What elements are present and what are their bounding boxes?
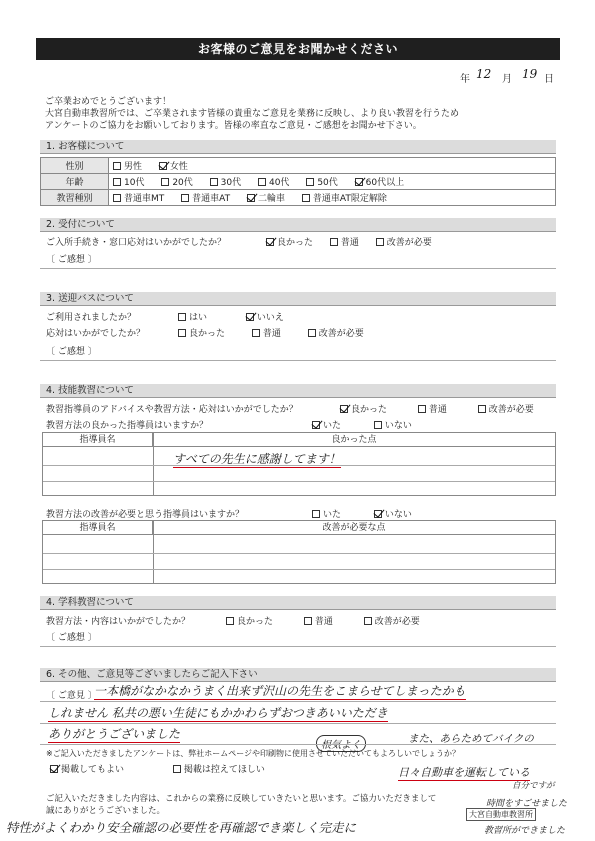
section-header-skill: 4. 技能教習について	[40, 384, 556, 398]
checkbox[interactable]	[330, 238, 338, 246]
option-label: 30代	[220, 178, 242, 188]
comment-line	[40, 360, 556, 361]
intro-text	[45, 96, 565, 132]
option-label: 40代	[268, 178, 290, 188]
option-label: 改善が必要	[488, 405, 534, 415]
option-label: 20代	[172, 178, 193, 188]
checkbox[interactable]	[226, 617, 234, 625]
option-label: いた	[323, 510, 342, 520]
option-label: 改善が必要	[374, 617, 420, 627]
opinion-line-3: ありがとうございました	[48, 727, 181, 741]
option-label: 普通	[428, 405, 447, 415]
option-label: 良かった	[351, 405, 388, 415]
checkbox-checked[interactable]	[312, 421, 320, 429]
comment-line	[40, 744, 556, 745]
checkbox[interactable]	[306, 178, 314, 186]
option-label: いた	[323, 421, 342, 431]
checkbox[interactable]	[258, 178, 266, 186]
checkbox[interactable]	[210, 178, 218, 186]
option-label: 掲載してもよい	[61, 765, 125, 775]
checkbox[interactable]	[178, 313, 186, 321]
closing-line-2: 誠にありがとうございました。	[46, 806, 166, 816]
opinion-line-2: しれません 私共の悪い生徒にもかかわらずおつきあいいただき	[48, 706, 388, 720]
col-good-point: 良かった点	[331, 435, 377, 445]
intro-line: アンケートのご協力をお願いしております。皆様の率直なご意見・ご感想をお聞かせ下さい。	[45, 121, 422, 131]
opinion-label: 〔 ご意見 〕	[46, 691, 97, 701]
opinion-side-1: 日々自動車を運転している	[398, 766, 530, 779]
option-label: 普通	[340, 238, 359, 248]
opinion-insert: 根気よく	[316, 735, 366, 752]
opinion-bottom: 特性がよくわかり安全確認の必要性を再確認でき楽しく完走に	[6, 820, 357, 835]
checkbox[interactable]	[173, 765, 181, 773]
bus-q1-options	[178, 310, 298, 323]
date-field	[440, 67, 560, 85]
option-label: 良かった	[237, 617, 274, 627]
intro-line: ご卒業おめでとうございます！	[45, 97, 172, 107]
reception-question: ご入所手続き・窓口応対はいかがでしたか？	[46, 238, 227, 248]
skill-q1-options	[340, 402, 548, 415]
form-title: お客様のご意見をお聞かせください	[36, 38, 560, 60]
bad-instructor-table	[42, 520, 556, 584]
lecture-comment-label: 〔 ご感想 〕	[46, 633, 97, 643]
option-label: はい	[189, 313, 208, 323]
checkbox-checked[interactable]	[266, 238, 274, 246]
checkbox-checked[interactable]	[374, 510, 382, 518]
option-label: 普通車AT限定解除	[312, 194, 387, 204]
option-label: 普通車MT	[124, 194, 165, 204]
opinion-side-2: 自分ですが	[512, 781, 555, 791]
lecture-options	[226, 614, 434, 627]
option-label: 60代以上	[365, 178, 405, 188]
course-label: 教習種別	[41, 190, 109, 206]
reception-options	[266, 235, 446, 248]
section-header-other: 6. その他、ご意見等ございましたらご記入下さい	[40, 668, 556, 682]
day-label: 日	[544, 74, 554, 85]
section-header-reception: 2. 受付について	[40, 218, 556, 232]
age-label: 年齢	[41, 174, 109, 190]
good-instructor-table	[42, 432, 556, 496]
section-header-lecture: 4. 学科教習について	[40, 596, 556, 610]
school-stamp: 大宮自動車教習所	[466, 808, 536, 821]
comment-line	[40, 268, 556, 269]
bus-q1: ご利用されましたか？	[46, 313, 137, 323]
checkbox[interactable]	[178, 329, 186, 337]
option-label: 50代	[317, 178, 338, 188]
skill-q3-options	[312, 507, 426, 520]
checkbox[interactable]	[252, 329, 260, 337]
checkbox-checked[interactable]	[355, 178, 363, 186]
comment-line	[40, 701, 556, 702]
checkbox-checked[interactable]	[246, 313, 254, 321]
customer-table	[40, 157, 556, 206]
checkbox[interactable]	[376, 238, 384, 246]
checkbox[interactable]	[418, 405, 426, 413]
option-label: 女性	[169, 162, 188, 172]
checkbox-checked[interactable]	[159, 162, 167, 170]
col-instructor: 指導員名	[43, 433, 153, 447]
year-value: 12	[476, 67, 492, 81]
skill-q2-options	[312, 418, 426, 431]
opinion-line-1: 一本橋がなかなかうまく出来ず沢山の先生をこまらせてしまったかも	[94, 684, 466, 698]
skill-q2: 教習方法の良かった指導員はいますか？	[46, 421, 209, 431]
month-label: 月	[502, 74, 512, 85]
checkbox[interactable]	[181, 194, 189, 202]
option-label: 普通	[262, 329, 281, 339]
section-header-bus: 3. 送迎バスについて	[40, 292, 556, 306]
option-label: 10代	[124, 178, 145, 188]
year-label: 年	[460, 74, 470, 85]
opinion-bottom-right-1: 時間をすごせました	[486, 799, 568, 809]
opinion-line-3-cont: また、あらためてバイクの	[408, 733, 534, 745]
checkbox[interactable]	[113, 194, 121, 202]
skill-q3: 教習方法の改善が必要と思う指導員はいますか？	[46, 510, 245, 520]
checkbox-checked[interactable]	[340, 405, 348, 413]
option-label: 掲載は控えてほしい	[183, 765, 265, 775]
col-instructor: 指導員名	[43, 521, 153, 535]
option-label: 良かった	[189, 329, 226, 339]
checkbox[interactable]	[364, 617, 372, 625]
bus-q2-options	[178, 326, 378, 339]
good-point-text: すべての先生に感謝してます！	[173, 452, 341, 466]
checkbox[interactable]	[478, 405, 486, 413]
gender-label: 性別	[41, 158, 109, 174]
checkbox[interactable]	[161, 178, 169, 186]
consent-options	[50, 762, 279, 775]
option-label: 良かった	[277, 238, 314, 248]
comment-line	[40, 646, 556, 647]
checkbox[interactable]	[308, 329, 316, 337]
opinion-bottom-right-2: 教習所ができました	[484, 826, 566, 836]
bus-comment-label: 〔 ご感想 〕	[46, 347, 97, 357]
checkbox-checked[interactable]	[50, 765, 58, 773]
option-label: 改善が必要	[386, 238, 432, 248]
checkbox-checked[interactable]	[247, 194, 255, 202]
comment-line	[40, 723, 556, 724]
checkbox[interactable]	[304, 617, 312, 625]
skill-q1: 教習指導員のアドバイスや教習方法・応対はいかがでしたか？	[46, 405, 298, 415]
day-value: 19	[522, 67, 538, 81]
reception-comment-label: 〔 ご感想 〕	[46, 255, 97, 265]
option-label: 普通車AT	[192, 194, 231, 204]
checkbox[interactable]	[302, 194, 310, 202]
option-label: 普通	[314, 617, 333, 627]
checkbox[interactable]	[312, 510, 320, 518]
consent-question: ※ご記入いただきましたアンケートは、弊社ホームページや印刷物に使用させていただいてもよろしいでしょうか？	[46, 749, 461, 758]
option-label: 二輪車	[257, 194, 285, 204]
option-label: いいえ	[256, 313, 284, 323]
col-improve-point: 改善が必要な点	[322, 523, 386, 533]
checkbox[interactable]	[374, 421, 382, 429]
section-header-customer: 1. お客様について	[40, 140, 556, 154]
checkbox[interactable]	[113, 178, 121, 186]
lecture-question: 教習方法・内容はいかがでしたか？	[46, 617, 191, 627]
closing-line-1: ご記入いただきました内容は、これからの業務に反映していきたいと思います。ご協力いただきまして	[46, 794, 437, 804]
option-label: いない	[384, 421, 412, 431]
bus-q2: 応対はいかがでしたか？	[46, 329, 146, 339]
option-label: 男性	[124, 162, 143, 172]
option-label: いない	[384, 510, 412, 520]
checkbox[interactable]	[113, 162, 121, 170]
option-label: 改善が必要	[318, 329, 364, 339]
intro-line: 大宮自動車教習所では、ご卒業されます皆様の貴重なご意見を業務に反映し、より良い教習を行うため	[45, 109, 460, 119]
